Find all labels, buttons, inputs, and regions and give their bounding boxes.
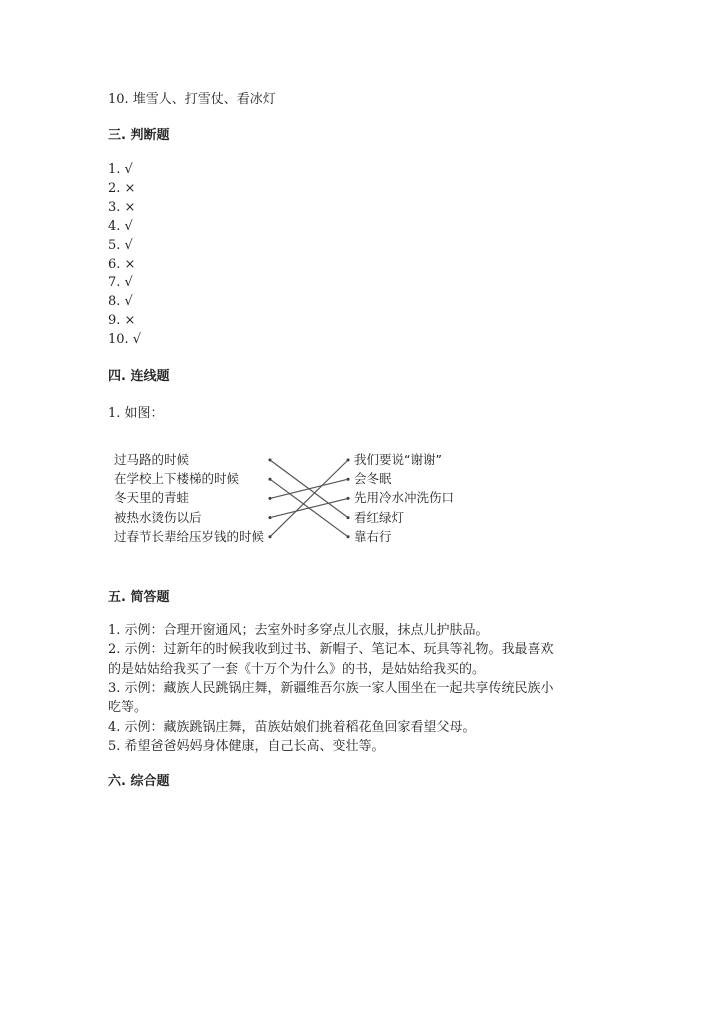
matching-connection-line xyxy=(270,460,348,537)
judgement-answer: 2. × xyxy=(108,180,136,196)
matching-left-item: 被热水烫伤以后 xyxy=(114,509,202,525)
judgement-answer: 4. √ xyxy=(108,218,133,234)
short-answer-line: 吃等。 xyxy=(108,700,148,716)
matching-right-item: 靠右行 xyxy=(354,528,392,544)
judgement-answer: 8. √ xyxy=(108,294,133,310)
judgement-answer: 10. √ xyxy=(108,332,142,348)
judgement-answer: 7. √ xyxy=(108,275,133,291)
matching-left-item: 冬天里的青蛙 xyxy=(114,490,190,506)
section-title-short-answer: 五. 简答题 xyxy=(108,590,170,605)
fill-answer-10: 10. 堆雪人、打雪仗、看冰灯 xyxy=(108,92,276,107)
matching-item: 1. 如图： xyxy=(108,406,164,421)
judgement-answer: 5. √ xyxy=(108,237,133,253)
matching-connection-line xyxy=(270,479,348,498)
short-answer-line: 5. 希望爸爸妈妈身体健康，自己长高、变壮等。 xyxy=(108,738,385,754)
judgement-answer: 6. × xyxy=(108,256,136,272)
matching-left-item: 在学校上下楼梯的时候 xyxy=(114,471,240,487)
matching-left-item: 过春节长辈给压岁钱的时候 xyxy=(114,528,265,544)
short-answer-line: 2. 示例：过新年的时候我收到过书、新帽子、笔记本、玩具等礼物。我最喜欢 xyxy=(108,642,554,658)
matching-right-item: 我们要说“谢谢” xyxy=(354,452,442,467)
judgement-answer: 3. × xyxy=(108,199,136,215)
short-answer-line: 1. 示例：合理开窗通风；去室外时多穿点儿衣服，抹点儿护肤品。 xyxy=(108,623,489,638)
short-answer-line: 的是姑姑给我买了一套《十万个为什么》的书，是姑姑给我买的。 xyxy=(108,661,486,677)
section-title-comprehensive: 六. 综合题 xyxy=(108,774,170,789)
matching-diagram xyxy=(110,448,470,548)
matching-left-item: 过马路的时候 xyxy=(114,452,190,467)
matching-right-item: 看红绿灯 xyxy=(354,509,405,525)
judgement-answer: 1. √ xyxy=(108,162,133,177)
section-title-judgement: 三. 判断题 xyxy=(108,128,170,143)
judgement-answer: 9. × xyxy=(108,313,136,329)
matching-connection-line xyxy=(270,498,348,517)
section-title-matching: 四. 连线题 xyxy=(108,369,170,384)
short-answer-line: 3. 示例：藏族人民跳锅庄舞，新疆维吾尔族一家人围坐在一起共享传统民族小 xyxy=(108,680,554,696)
short-answer-line: 4. 示例：藏族跳锅庄舞，苗族姑娘们挑着稻花鱼回家看望父母。 xyxy=(108,719,476,735)
matching-right-item: 先用冷水冲洗伤口 xyxy=(354,490,455,506)
matching-right-item: 会冬眠 xyxy=(354,471,392,487)
